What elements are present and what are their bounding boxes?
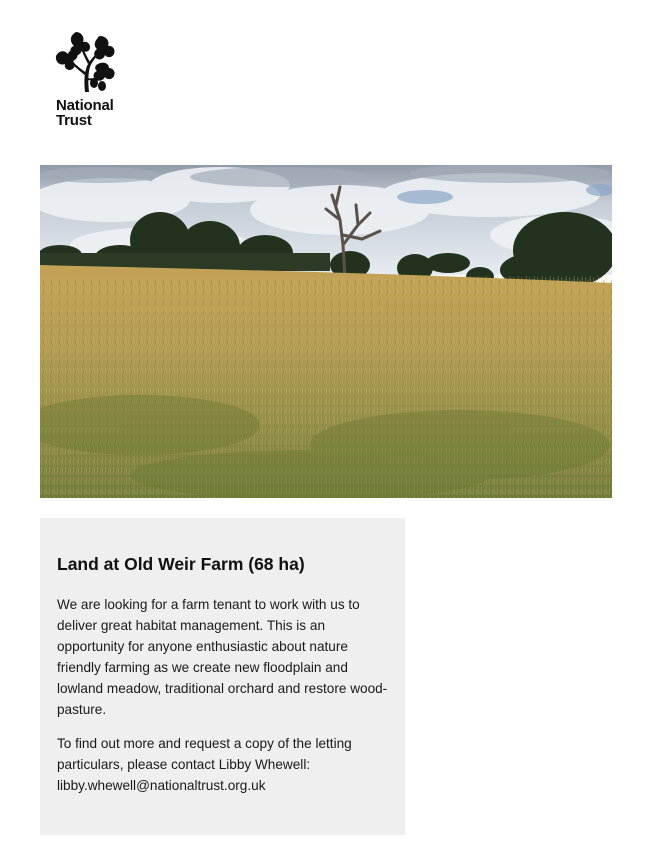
meadow-photo xyxy=(40,165,612,498)
national-trust-logo xyxy=(54,30,134,94)
brand-name-line2: Trust xyxy=(56,112,92,129)
listing-title: Land at Old Weir Farm (68 ha) xyxy=(57,554,305,574)
brand-name-line1: National xyxy=(56,97,114,114)
oak-leaf-icon xyxy=(54,30,120,94)
brand-name xyxy=(56,98,114,128)
listing-description: We are looking for a farm tenant to work with us to deliver great habitat management. This is an opportunity for anyone enthusiastic about nature friendly farming as we create new floodplain and lowland meadow, traditional orchard and restore wood-pasture. xyxy=(57,597,388,717)
listing-card xyxy=(40,518,405,835)
listing-contact: To find out more and request a copy of the letting particulars, please contact Libby Whewell: libby.whewell@nationaltrust.org.uk xyxy=(57,736,352,793)
